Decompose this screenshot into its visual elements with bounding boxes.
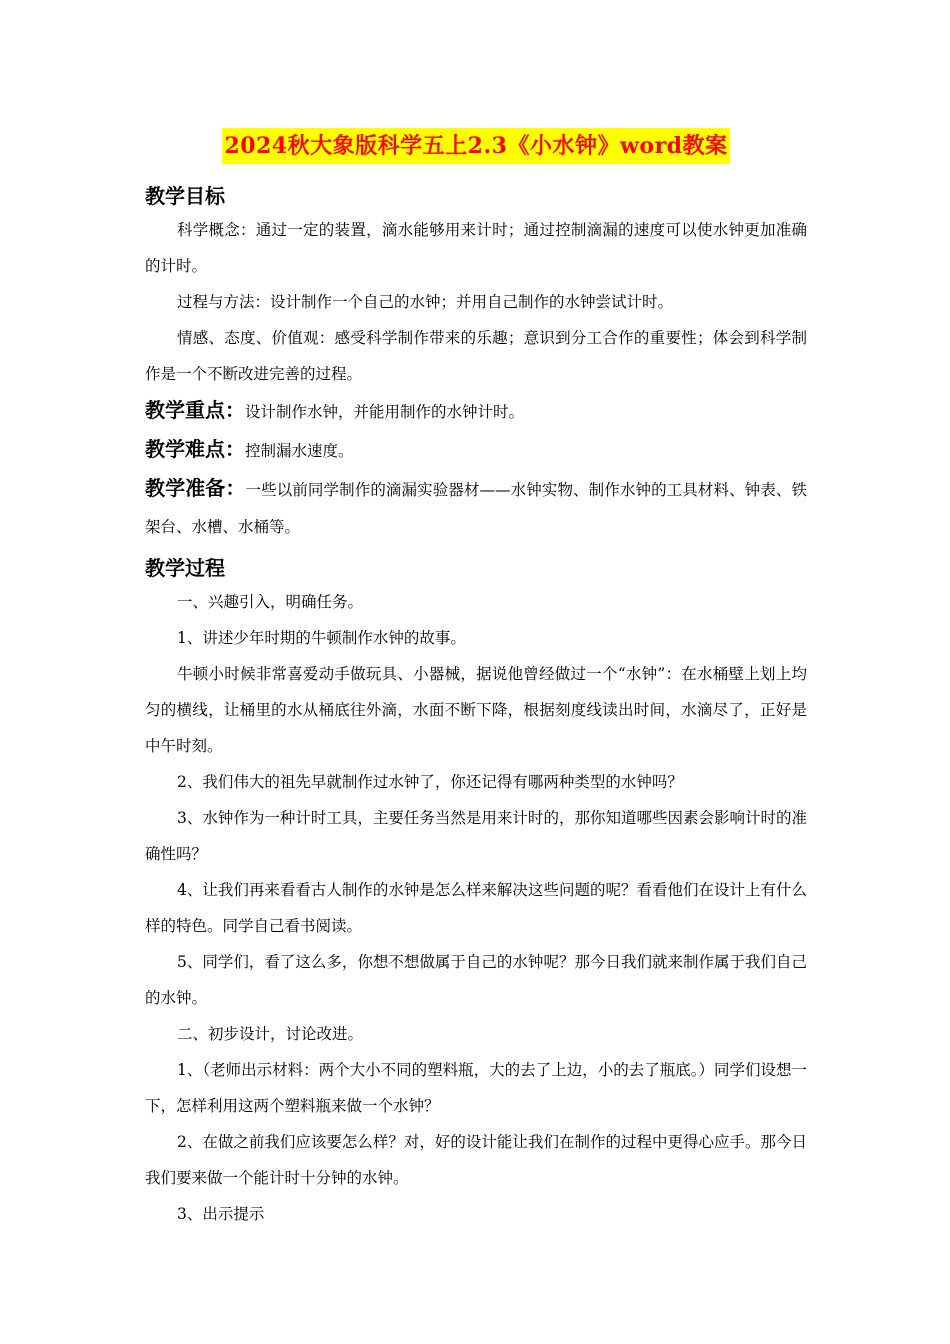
process-paragraph: 二、初步设计，讨论改进。 xyxy=(177,1025,364,1043)
process-paragraph: 1、（老师出示材料：两个大小不同的塑料瓶，大的去了上边，小的去了瓶底。）同学们设想一下，怎样利用这两个塑料瓶来做一个水钟？ xyxy=(145,1061,807,1115)
difficulty-text: 控制漏水速度。 xyxy=(245,442,354,460)
difficulty-section xyxy=(145,431,807,470)
process-paragraph: 4、让我们再来看看古人制作的水钟是怎么样来解决这些问题的呢？看看他们在设计上有什么样的特色。同学自己看书阅读。 xyxy=(145,881,807,935)
process-paragraph: 2、在做之前我们应该要怎么样？对，好的设计能让我们在制作的过程中更得心应手。那今日我们要来做一个能计时十分钟的水钟。 xyxy=(145,1133,807,1187)
title-row xyxy=(145,128,807,170)
preparation-label: 教学准备： xyxy=(145,476,246,500)
process-paragraph: 3、水钟作为一种计时工具，主要任务当然是用来计时的，那你知道哪些因素会影响计时的准确性吗？ xyxy=(145,809,807,863)
key-point-text: 设计制作水钟，并能用制作的水钟计时。 xyxy=(245,403,525,421)
objectives-heading: 教学目标 xyxy=(145,184,225,208)
process-heading: 教学过程 xyxy=(145,556,225,580)
process-paragraph: 5、同学们，看了这么多，你想不想做属于自己的水钟呢？那今日我们就来制作属于我们自己的水钟。 xyxy=(145,953,807,1007)
document-page xyxy=(145,128,807,1232)
objective-attitude: 情感、态度、价值观：感受科学制作带来的乐趣；意识到分工合作的重要性；体会到科学制作是一个不断改进完善的过程。 xyxy=(145,329,807,383)
objective-method: 过程与方法：设计制作一个自己的水钟；并用自己制作的水钟尝试计时。 xyxy=(177,293,674,311)
preparation-section xyxy=(145,470,807,546)
process-paragraph: 2、我们伟大的祖先早就制作过水钟了，你还记得有哪两种类型的水钟吗？ xyxy=(177,773,683,791)
process-paragraph: 一、兴趣引入，明确任务。 xyxy=(177,593,364,611)
process-paragraph: 1、讲述少年时期的牛顿制作水钟的故事。 xyxy=(177,629,466,647)
process-paragraph: 牛顿小时候非常喜爱动手做玩具、小器械，据说他曾经做过一个“水钟”：在水桶壁上划上均匀的横线，让桶里的水从桶底往外滴，水面不断下降，根据刻度线读出时间，水滴尽了，正好是中午时刻。 xyxy=(145,665,807,755)
process-paragraph: 3、出示提示 xyxy=(177,1205,265,1223)
key-point-label: 教学重点： xyxy=(145,398,245,422)
document-title: 2024秋大象版科学五上2.3《小水钟》word教案 xyxy=(222,128,729,164)
objective-concept: 科学概念：通过一定的装置，滴水能够用来计时；通过控制滴漏的速度可以使水钟更加准确的计时。 xyxy=(145,221,807,275)
difficulty-label: 教学难点： xyxy=(145,437,245,461)
preparation-text: 一些以前同学制作的滴漏实验器材——水钟实物、制作水钟的工具材料、钟表、铁架台、水槽、水桶等。 xyxy=(145,481,807,536)
key-point-section xyxy=(145,392,807,431)
